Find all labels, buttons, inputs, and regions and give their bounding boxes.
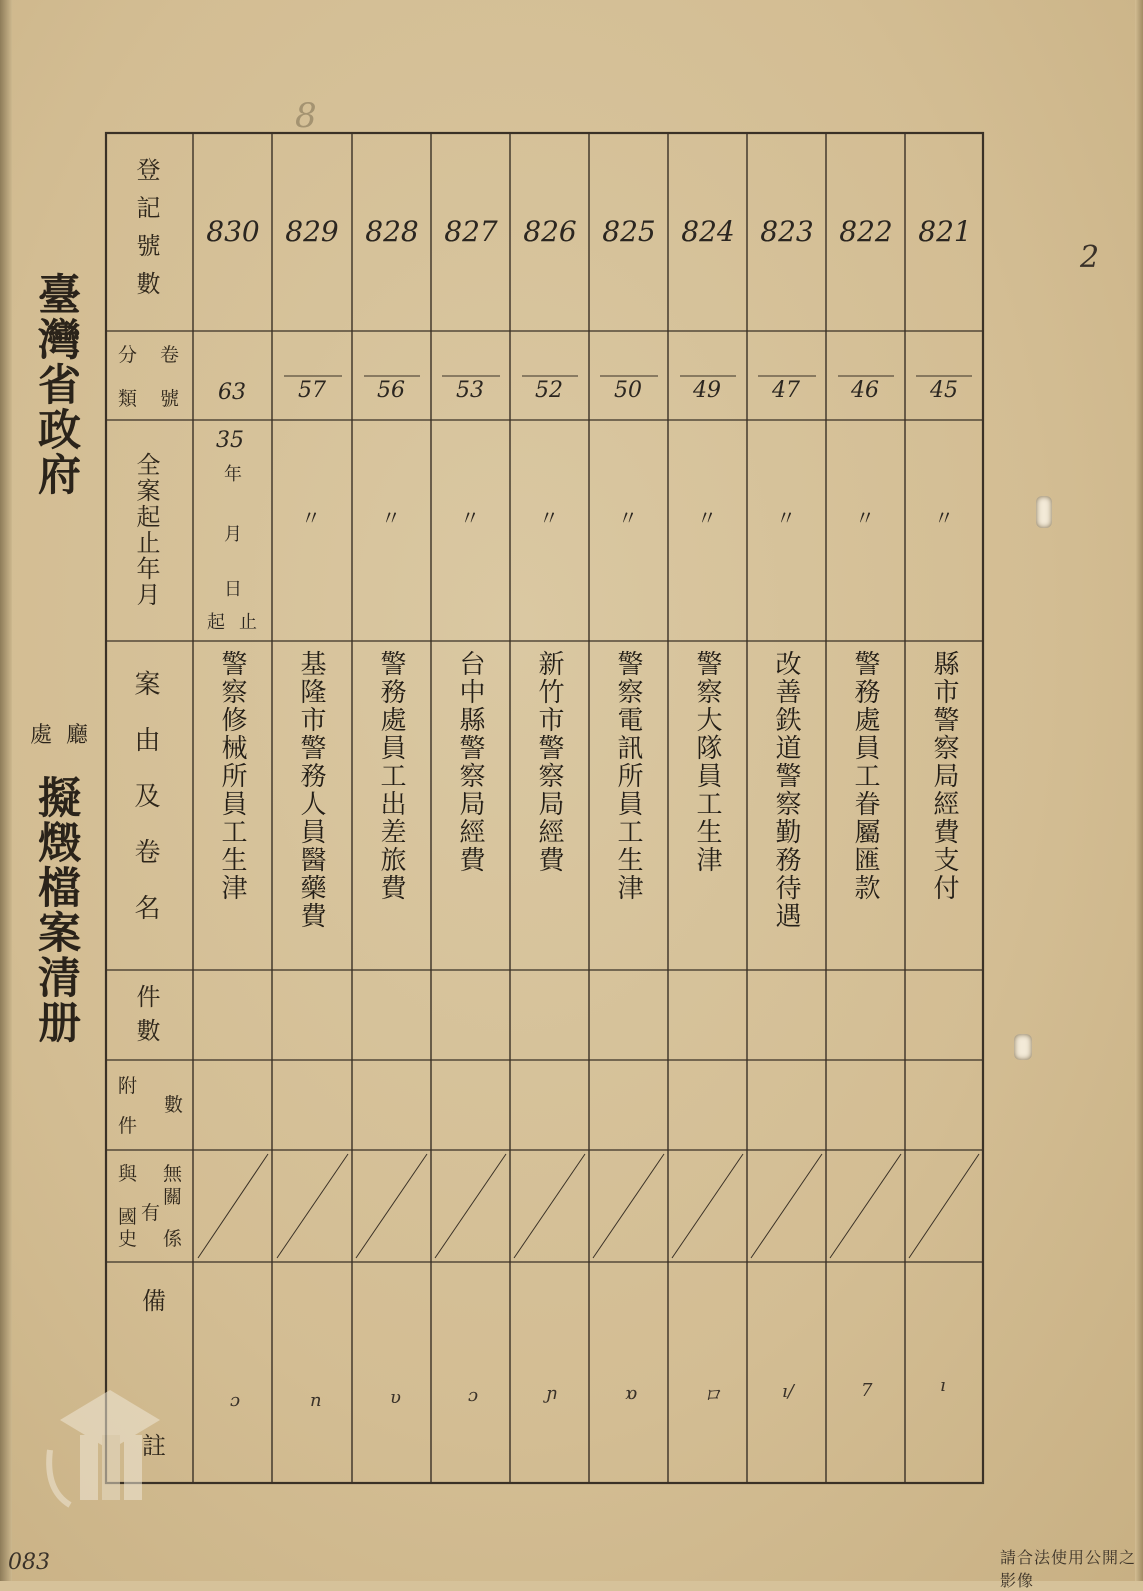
- header-history-yu: 與: [118, 1163, 138, 1185]
- header-volume-juan: 卷: [160, 344, 180, 366]
- date-day-label: 日: [224, 579, 242, 600]
- header-attach-jian: 件: [118, 1115, 138, 1137]
- header-volume-fen: 分: [118, 344, 138, 366]
- office-label-chu: 處: [30, 723, 53, 748]
- header-registration: 登記號數: [132, 156, 160, 309]
- remark-mark: 7: [861, 1380, 873, 1401]
- header-remarks-bottom: 註: [142, 1432, 166, 1460]
- remark-mark: ɲ: [546, 1383, 558, 1404]
- government-title: 臺灣省政府: [31, 272, 81, 497]
- case-title: 基隆市警務人員醫藥費: [296, 650, 326, 930]
- volume-number: 57: [298, 378, 326, 403]
- ditto-mark: 〃: [618, 506, 638, 530]
- volume-number: 50: [614, 378, 642, 403]
- reg-number-829: 829: [285, 215, 339, 248]
- ditto-mark: 〃: [776, 506, 796, 530]
- remark-mark: ɒ: [625, 1383, 638, 1404]
- ditto-mark: 〃: [539, 506, 559, 530]
- volume-number: 47: [772, 378, 800, 403]
- remark-mark: ı/: [782, 1381, 794, 1402]
- volume-number: 45: [930, 378, 958, 403]
- ditto-mark: 〃: [381, 506, 401, 530]
- document-subtitle: 擬燬檔案清册: [31, 775, 81, 1045]
- volume-number: 56: [377, 378, 405, 403]
- reg-number-830: 830: [206, 215, 260, 248]
- header-history-wu: 無: [163, 1163, 183, 1185]
- header-history-shi: 史: [118, 1228, 138, 1250]
- remark-mark: υ: [390, 1387, 401, 1408]
- case-title: 警察大隊員工生津: [692, 650, 722, 874]
- header-history-guan: 關: [163, 1186, 183, 1208]
- volume-number: 53: [456, 378, 484, 403]
- header-date-range: 全案起止年月: [132, 452, 160, 608]
- header-history-you: 有: [141, 1202, 161, 1224]
- remark-mark: ɔ: [230, 1390, 241, 1411]
- case-title: 警察電訊所員工生津: [613, 650, 643, 902]
- case-title: 台中縣警察局經費: [455, 650, 485, 874]
- header-history-guo: 國: [118, 1206, 138, 1228]
- header-item-count: 件數: [132, 984, 160, 1052]
- case-title: 警察修械所員工生津: [217, 650, 247, 902]
- reg-number-826: 826: [523, 215, 577, 248]
- date-year-value: 35: [216, 428, 244, 453]
- volume-number: 49: [693, 378, 721, 403]
- reg-number-825: 825: [602, 215, 656, 248]
- ditto-mark: 〃: [460, 506, 480, 530]
- remark-mark: ɔ: [468, 1385, 479, 1406]
- archive-watermark-logo: [40, 1380, 180, 1510]
- corner-pencil-mark: 2: [1080, 240, 1100, 275]
- case-title: 警務處員工出差旅費: [376, 650, 406, 902]
- remark-mark: ı: [940, 1375, 946, 1396]
- date-month-label: 月: [224, 524, 242, 545]
- case-title: 新竹市警察局經費: [534, 650, 564, 874]
- case-title: 警務處員工眷屬匯款: [850, 650, 880, 902]
- ditto-mark: 〃: [301, 506, 321, 530]
- remark-mark: n: [310, 1390, 322, 1411]
- header-history-xi: 係: [163, 1228, 183, 1250]
- reg-number-821: 821: [918, 215, 972, 248]
- header-volume-lei: 類: [118, 388, 138, 410]
- ditto-mark: 〃: [697, 506, 717, 530]
- reg-number-822: 822: [839, 215, 893, 248]
- reg-number-823: 823: [760, 215, 814, 248]
- page-number: 083: [8, 1550, 50, 1575]
- reg-number-828: 828: [365, 215, 419, 248]
- case-title: 縣市警察局經費支付: [929, 650, 959, 902]
- volume-number: 52: [535, 378, 563, 403]
- header-attach-shu: 數: [164, 1094, 184, 1116]
- header-remarks-top: 備: [142, 1287, 166, 1315]
- reg-number-827: 827: [444, 215, 498, 248]
- volume-number: 46: [851, 378, 879, 403]
- header-case-title: 案由及卷名: [130, 670, 160, 950]
- ditto-mark: 〃: [855, 506, 875, 530]
- header-volume-hao: 號: [160, 388, 180, 410]
- date-year-label: 年: [224, 464, 242, 485]
- top-pencil-mark: 8: [295, 96, 317, 136]
- reg-number-824: 824: [681, 215, 735, 248]
- usage-notice-stamp: 請合法使用公開之影像: [1000, 1548, 1137, 1590]
- volume-number: 63: [218, 380, 246, 405]
- office-label-ting: 廳: [66, 723, 89, 748]
- date-start-end-label: 起止: [207, 612, 271, 633]
- header-attach-fu: 附: [118, 1075, 138, 1097]
- case-title: 改善鉄道警察勤務待遇: [771, 650, 801, 930]
- remark-mark: ロ: [703, 1385, 721, 1406]
- ditto-mark: 〃: [934, 506, 954, 530]
